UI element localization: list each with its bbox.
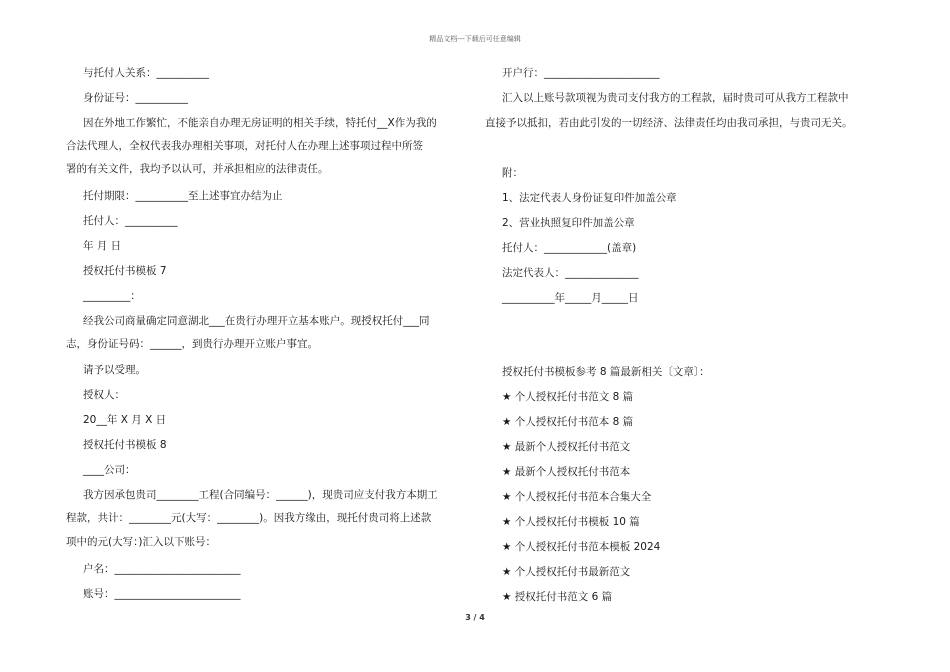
related-article-link[interactable]: ★ 最新个人授权托付书范文 <box>502 441 631 453</box>
related-article-link[interactable]: ★ 个人授权托付书范文 8 篇 <box>502 391 634 403</box>
text-line: 开户行：______________________ <box>502 67 660 79</box>
text-line: _________： <box>83 290 141 302</box>
text-line: 托付人：__________ <box>83 215 178 227</box>
related-article-link[interactable]: ★ 最新个人授权托付书范本 <box>502 466 631 478</box>
related-articles-heading: 授权托付书模板参考 8 篇最新相关〔文章〕： <box>502 366 710 378</box>
text-line: 请予以受理。 <box>83 364 146 376</box>
text-line: ____公司： <box>83 464 136 476</box>
related-article-link[interactable]: ★ 个人授权托付书最新范文 <box>502 566 631 578</box>
text-line: 20__年 X 月 X 日 <box>83 414 167 426</box>
related-article-link[interactable]: ★ 个人授权托付书范本模板 2024 <box>502 541 661 553</box>
text-line: 年 月 日 <box>83 240 122 252</box>
text-line: 授权人： <box>83 389 125 401</box>
page-header: 精品文档---下载后可任意编辑 <box>429 35 521 43</box>
text-line: 托付期限：__________至上述事宜办结为止 <box>83 190 283 202</box>
text-line: 因在外地工作繁忙，不能亲自办理无房证明的相关手续，特托付__X作为我的 <box>83 117 437 129</box>
page-number: 3 / 4 <box>465 613 485 622</box>
related-article-link[interactable]: ★ 个人授权托付书范本 8 篇 <box>502 416 634 428</box>
text-line: 我方因承包贵司________工程(合同编号：______)，现贵司应支付我方本期工 <box>83 489 438 501</box>
text-line: 程款，共计：________元(大写：________)。因我方缘由，现托付贵司将上述款 <box>66 512 432 524</box>
section-heading: 授权托付书模板 8 <box>83 439 167 451</box>
related-article-link[interactable]: ★ 个人授权托付书范本合集大全 <box>502 491 652 503</box>
text-line: __________年_____月_____日 <box>502 292 639 304</box>
text-line: 1、法定代表人身份证复印件加盖公章 <box>502 192 677 204</box>
text-line: 身份证号：__________ <box>83 92 188 104</box>
text-line: 法定代表人：______________ <box>502 267 639 279</box>
text-line: 经我公司商量确定同意湖北___在贵行办理开立基本账户。现授权托付___同 <box>83 315 430 327</box>
section-heading: 授权托付书模板 7 <box>83 265 167 277</box>
text-line: 项中的元(大写：)汇入以下账号： <box>66 536 216 548</box>
text-line: 附： <box>502 167 523 179</box>
text-line: 志，身份证号码：______，到贵行办理开立账户事宜。 <box>66 338 318 350</box>
text-line: 直接予以抵扣，若由此引发的一切经济、法律责任均由我司承担，与贵司无关。 <box>485 117 853 129</box>
text-line: 账号：________________________ <box>83 588 241 600</box>
text-line: 合法代理人，全权代表我办理相关事项，对托付人在办理上述事项过程中所签 <box>66 140 423 152</box>
text-line: 与托付人关系：__________ <box>83 67 209 79</box>
text-line: 户名：________________________ <box>83 563 241 575</box>
text-line: 2、营业执照复印件加盖公章 <box>502 217 635 229</box>
related-article-link[interactable]: ★ 授权托付书范文 6 篇 <box>502 591 613 603</box>
text-line: 托付人：____________(盖章) <box>502 242 637 254</box>
text-line: 署的有关文件，我均予以认可，并承担相应的法律责任。 <box>66 163 329 175</box>
text-line: 汇入以上账号款项视为贵司支付我方的工程款，届时贵司可从我方工程款中 <box>502 92 849 104</box>
related-article-link[interactable]: ★ 个人授权托付书模板 10 篇 <box>502 516 640 528</box>
